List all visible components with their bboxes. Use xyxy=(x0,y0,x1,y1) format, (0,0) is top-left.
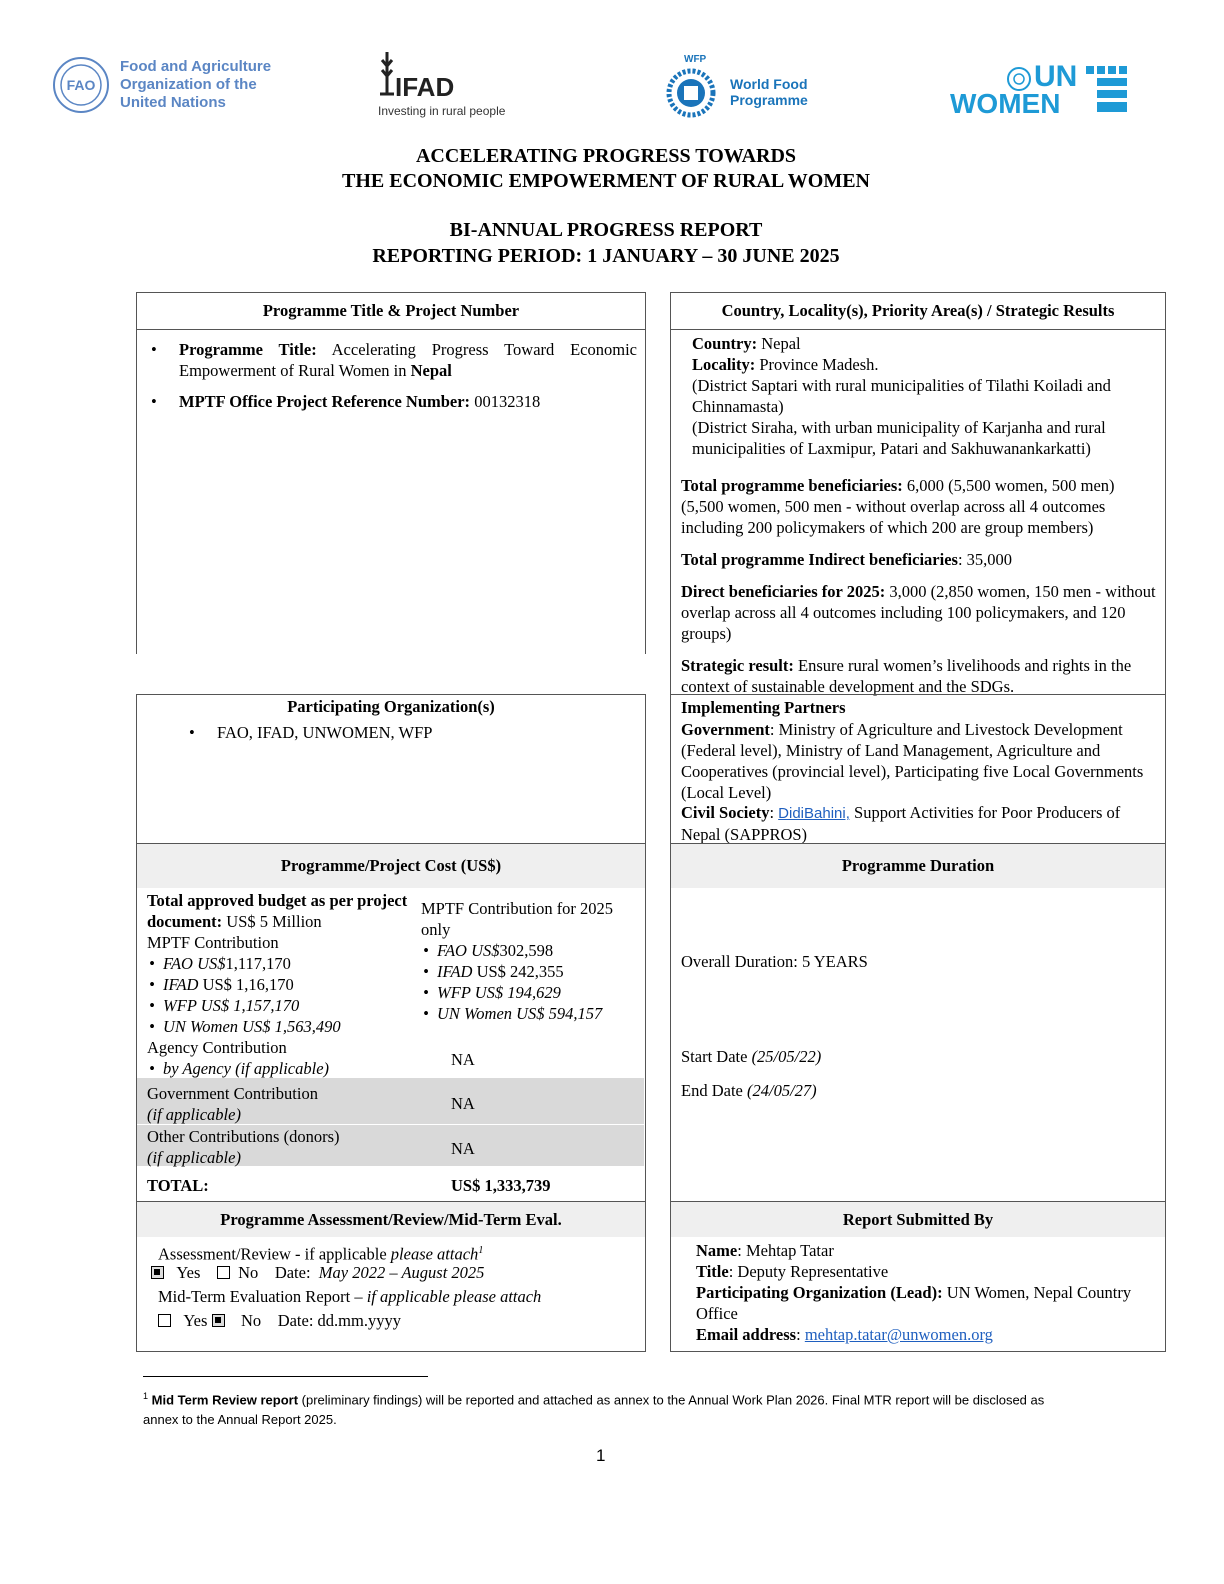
cost-right-column xyxy=(421,898,641,1024)
implementing-gov-value: : Ministry of Agriculture and Livestock Development (Federal level), Ministry of Land Management, Agriculture and Cooperatives (provincial level), Participating five Local Governments (Local Level) xyxy=(681,720,1144,802)
mptf-list xyxy=(147,953,409,1037)
unwomen-women: WOMEN xyxy=(950,88,1061,119)
strategic-result-label: Strategic result: xyxy=(681,656,794,675)
programme-ref-item xyxy=(143,391,637,412)
footnote xyxy=(143,1386,1083,1430)
submitted-header: Report Submitted By xyxy=(671,1202,1165,1237)
budget-value: US$ 5 Million xyxy=(226,912,322,931)
mte-line xyxy=(158,1286,541,1307)
report-title-line3: BI-ANNUAL PROGRESS REPORT xyxy=(449,219,763,241)
agency-contribution-value: NA xyxy=(451,1050,475,1069)
mptf-agency: IFAD xyxy=(163,975,199,994)
mptf2025-list xyxy=(421,940,641,1024)
footnote-text: (preliminary findings) will be reported and attached as annex to the Annual Work Plan 2026. Final MTR report will be disclosed as annex to the Annual Report 2025. xyxy=(143,1392,1045,1428)
budget-label: Total approved budget as per project document: xyxy=(147,891,408,931)
footnote-bold: Mid Term Review report xyxy=(151,1392,299,1408)
mptf-agency: UN Women US$ 1,563,490 xyxy=(163,1017,341,1036)
footnote-mark: 1 xyxy=(143,1391,149,1401)
report-title-line2: THE ECONOMIC EMPOWERMENT OF RURAL WOMEN xyxy=(342,170,870,192)
didibahini-link[interactable]: DidiBahini, xyxy=(778,805,850,822)
wfp-emblem-icon xyxy=(658,62,724,124)
other-contribution-sub: (if applicable) xyxy=(147,1148,241,1167)
mptf-agency: WFP US$ 1,157,170 xyxy=(163,996,300,1015)
mte-label: Mid-Term Evaluation Report – xyxy=(158,1287,363,1306)
locality-value: Province Madesh. xyxy=(759,355,879,374)
contribution-rows xyxy=(137,1078,644,1166)
gov-contribution xyxy=(147,1083,407,1125)
review-options xyxy=(151,1262,484,1283)
title-label: Title xyxy=(696,1262,729,1281)
mte-attach: if applicable please attach xyxy=(366,1287,542,1306)
end-date xyxy=(681,1080,817,1101)
participating-panel xyxy=(136,694,646,844)
implementing-header: Implementing Partners xyxy=(681,698,846,717)
fao-logo xyxy=(52,56,110,114)
review-date-label: Date: xyxy=(274,1263,311,1282)
ifad-emblem-icon xyxy=(378,50,396,100)
country-value: Nepal xyxy=(761,334,801,353)
mptf-item xyxy=(147,953,409,974)
review-no-label: No xyxy=(238,1263,259,1282)
ifad-tagline: Investing in rural people xyxy=(378,104,506,118)
country-locality xyxy=(692,333,1157,459)
wfp-name xyxy=(730,76,808,108)
indirect-beneficiaries-label: Total programme Indirect beneficiaries xyxy=(681,550,958,569)
email-sep: : xyxy=(796,1325,805,1344)
implementing-cs-value: Support Activities for Poor Producers of Nepal (SAPPROS) xyxy=(681,803,1121,844)
implementing-gov-label: Government xyxy=(681,720,770,739)
implementing-cs-sep: : xyxy=(769,803,779,822)
review-date-value: May 2022 – August 2025 xyxy=(318,1263,485,1282)
footnote-divider xyxy=(143,1376,428,1377)
mptf2025-label: MPTF Contribution for 2025 only xyxy=(421,899,614,939)
review-line xyxy=(158,1240,483,1265)
mte-no-checkbox[interactable] xyxy=(212,1314,225,1327)
fao-name xyxy=(120,58,271,112)
report-title-line4: REPORTING PERIOD: 1 JANUARY – 30 JUNE 2025 xyxy=(372,245,840,267)
mptf2025-amount: 302,598 xyxy=(499,941,554,960)
email-link[interactable]: mehtap.tatar@unwomen.org xyxy=(804,1325,993,1344)
mptf2025-item xyxy=(421,1003,641,1024)
duration-header: Programme Duration xyxy=(671,844,1165,888)
programme-title-label: Programme Title: xyxy=(179,340,317,359)
overall-duration: Overall Duration: 5 YEARS xyxy=(681,952,868,971)
direct-beneficiaries xyxy=(681,581,1157,644)
row-divider xyxy=(137,1124,644,1125)
submitted-body xyxy=(696,1240,1156,1345)
mptf2025-agency: WFP US$ 194,629 xyxy=(437,983,561,1002)
mptf2025-agency: FAO US$ xyxy=(437,941,500,960)
total-value: US$ 1,333,739 xyxy=(451,1176,551,1195)
review-label: Assessment/Review - if applicable xyxy=(158,1244,387,1264)
name-value: : Mehtap Tatar xyxy=(737,1241,834,1260)
country-label: Country: xyxy=(692,334,758,353)
mptf2025-agency: IFAD xyxy=(437,962,473,981)
total-beneficiaries-value: 6,000 (5,500 women, 500 men) (5,500 women, 500 men - without overlap across all 4 outcomes including 200 policymakers of which 200 are group members) xyxy=(681,476,1115,537)
email-label: Email address xyxy=(696,1325,797,1344)
end-date-label: End Date xyxy=(681,1081,743,1100)
assessment-header: Programme Assessment/Review/Mid-Term Eval. xyxy=(137,1202,645,1237)
start-date-label: Start Date xyxy=(681,1047,748,1066)
ifad-name: IFAD xyxy=(395,72,455,102)
mptf-item xyxy=(147,995,409,1016)
name-label: Name xyxy=(696,1241,738,1260)
programme-title-panel xyxy=(136,292,646,654)
start-date-value: (25/05/22) xyxy=(751,1047,822,1066)
mte-no-label: No xyxy=(241,1311,262,1330)
agency-contribution-sub: • by Agency (if applicable) xyxy=(147,1058,409,1079)
participating-list xyxy=(181,722,621,743)
review-yes-checkbox[interactable] xyxy=(151,1266,164,1279)
mptf2025-item xyxy=(421,982,641,1003)
fao-emblem-icon xyxy=(52,56,110,114)
mptf-label: MPTF Contribution xyxy=(147,933,279,952)
strategic-result xyxy=(681,655,1157,697)
country-header: Country, Locality(s), Priority Area(s) / Strategic Results xyxy=(671,293,1165,330)
report-title-line1: ACCELERATING PROGRESS TOWARDS xyxy=(415,145,797,167)
other-contribution xyxy=(147,1126,407,1168)
wfp-line: Programme xyxy=(730,92,808,108)
mptf2025-item xyxy=(421,940,641,961)
mte-yes-label: Yes xyxy=(183,1311,208,1330)
mte-date: Date: dd.mm.yyyy xyxy=(277,1311,401,1330)
participating-orgs: • FAO, IFAD, UNWOMEN, WFP xyxy=(181,722,621,743)
district-siraha: (District Siraha, with urban municipality of Karjanha and rural municipalities of Laxmipur, Patari and Sakhuwanankarkatti) xyxy=(692,418,1106,458)
other-contribution-value: NA xyxy=(451,1139,475,1158)
org-label: Participating Organization (Lead): xyxy=(696,1283,943,1302)
fao-line: Food and Agriculture xyxy=(120,58,272,75)
org-value: UN Women, Nepal Country Office xyxy=(696,1283,1132,1323)
gov-contribution-label: Government Contribution xyxy=(147,1084,318,1103)
indirect-beneficiaries-value: : 35,000 xyxy=(957,550,1013,569)
mte-yes-checkbox[interactable] xyxy=(158,1314,171,1327)
mptf-amount: US$ 1,16,170 xyxy=(198,975,294,994)
implementing-cs-label: Civil Society xyxy=(681,803,770,822)
review-yes-label: Yes xyxy=(176,1263,201,1282)
direct-beneficiaries-label: Direct beneficiaries for 2025: xyxy=(681,582,886,601)
title-value: : Deputy Representative xyxy=(728,1262,889,1281)
start-date xyxy=(681,1046,821,1067)
end-date-value: (24/05/27) xyxy=(746,1081,817,1100)
agency-contribution-label: Agency Contribution xyxy=(147,1038,287,1057)
strategic-result-value: Ensure rural women’s livelihoods and rights in the context of sustainable development and the SDGs. xyxy=(681,656,1132,696)
mptf2025-amount: US$ 242,355 xyxy=(472,962,564,981)
programme-title-country: Nepal xyxy=(410,361,452,380)
assessment-panel xyxy=(136,1201,646,1352)
unwomen-bars-icon xyxy=(1084,64,1130,118)
implementing-government xyxy=(681,719,1157,803)
duration-panel xyxy=(670,843,1166,1202)
review-attach: please attach xyxy=(390,1244,479,1264)
mptf-item xyxy=(147,1016,409,1037)
submitted-panel xyxy=(670,1201,1166,1352)
district-saptari: (District Saptari with rural municipalities of Tilathi Koiladi and Chinnamasta) xyxy=(692,376,1111,416)
fao-line: Organization of the xyxy=(120,76,257,93)
mptf2025-agency: UN Women US$ 594,157 xyxy=(437,1004,603,1023)
cost-panel xyxy=(136,843,646,1202)
mptf-amount: 1,117,170 xyxy=(225,954,291,973)
participating-header: Participating Organization(s) xyxy=(287,697,495,716)
other-contribution-label: Other Contributions (donors) xyxy=(147,1127,340,1146)
total-label: TOTAL: xyxy=(147,1176,209,1195)
programme-title-body xyxy=(143,339,637,412)
country-panel xyxy=(670,292,1166,695)
indirect-beneficiaries xyxy=(681,549,1157,570)
mptf2025-item xyxy=(421,961,641,982)
cost-left-column xyxy=(147,890,409,1079)
programme-title-header: Programme Title & Project Number xyxy=(137,293,645,330)
mte-options xyxy=(158,1310,401,1331)
locality-label: Locality: xyxy=(692,355,756,374)
mptf-agency: FAO US$ xyxy=(163,954,226,973)
programme-title-value: Accelerating Progress Toward Economic Empowerment of Rural Women in xyxy=(179,340,637,380)
programme-ref-label: MPTF Office Project Reference Number: xyxy=(179,392,471,411)
wfp-acronym: WFP xyxy=(684,54,707,65)
fao-line: United Nations xyxy=(120,94,226,111)
unwomen-un: UN xyxy=(1034,60,1078,93)
cost-header: Programme/Project Cost (US$) xyxy=(137,844,645,888)
direct-beneficiaries-value: 3,000 (2,850 women, 150 men - without overlap across all 4 outcomes including 100 policymakers, and 120 groups) xyxy=(681,582,1156,643)
svg-text:FAO: FAO xyxy=(66,77,96,93)
footnote-ref[interactable]: 1 xyxy=(478,1245,484,1256)
implementing-panel xyxy=(670,694,1166,844)
review-no-checkbox[interactable] xyxy=(217,1266,230,1279)
implementing-civil-society xyxy=(681,802,1157,845)
total-beneficiaries-label: Total programme beneficiaries: xyxy=(681,476,903,495)
gov-contribution-value: NA xyxy=(451,1094,475,1113)
total-beneficiaries xyxy=(681,475,1157,538)
mptf-item xyxy=(147,974,409,995)
wfp-line: World Food xyxy=(730,76,808,92)
programme-title-item xyxy=(143,339,637,381)
programme-ref-value: 00132318 xyxy=(474,392,541,411)
gov-contribution-sub: (if applicable) xyxy=(147,1105,241,1124)
page-number: 1 xyxy=(596,1446,606,1465)
